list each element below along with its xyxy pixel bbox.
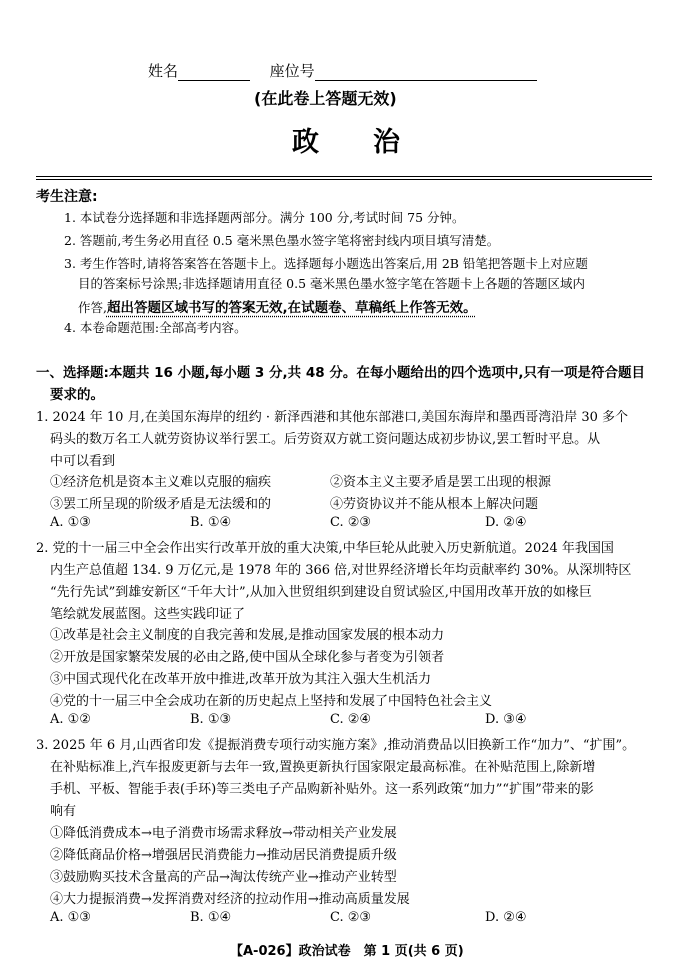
notice-title: 考生注意: <box>36 189 98 205</box>
statement: ③中国式现代化在改革开放中推进,改革开放为其注入强大生机活力 <box>50 672 432 687</box>
notice-item-cont <box>78 296 477 316</box>
seat-label: 座位号 <box>269 62 315 80</box>
statement: ④党的十一届三中全会成功在新的历史起点上坚持和发展了中国特色社会主义 <box>50 694 493 709</box>
statement: ①降低消费成本→电子消费市场需求释放→带动相关产业发展 <box>50 826 397 841</box>
top-rule <box>36 176 652 177</box>
notice-item: 1. 本试卷分选择题和非选择题两部分。满分 100 分,考试时间 75 分钟。 <box>64 210 465 225</box>
option-b: B. ①④ <box>190 910 232 925</box>
option-d: D. ③④ <box>485 712 527 727</box>
statement: ②降低商品价格→增强居民消费能力→推动居民消费提质升级 <box>50 848 397 863</box>
statement: ②资本主义主要矛盾是罢工出现的根源 <box>330 475 552 490</box>
name-blank[interactable] <box>178 66 250 81</box>
statement: ④劳资协议并不能从根本上解决问题 <box>330 497 539 512</box>
section-heading-cont: 要求的。 <box>50 387 104 403</box>
question-stem: 内生产总值超 134. 9 万亿元,是 1978 年的 366 倍,对世界经济增长年均贡献率约 30%。从深圳特区 <box>50 563 632 578</box>
name-label: 姓名 <box>148 62 179 80</box>
section-heading: 一、选择题:本题共 16 小题,每小题 3 分,共 48 分。在每小题给出的四个选项中,只有一项是符合题目 <box>36 365 645 381</box>
question-stem: 1. 2024 年 10 月,在美国东海岸的纽约 · 新泽西港和其他东部港口,美国东海岸和墨西哥湾沿岸 30 多个 <box>36 410 629 425</box>
notice-item: 2. 答题前,考生务必用直径 0.5 毫米黑色墨水签字笔将密封线内项目填写清楚。 <box>64 233 500 248</box>
statement: ④大力提振消费→发挥消费对经济的拉动作用→推动高质量发展 <box>50 892 410 907</box>
question-stem: 中可以看到 <box>50 454 116 469</box>
question-stem: “先行先试”到雄安新区“千年大计”,从加入世贸组织到建设自贸试验区,中国用改革开放的如椽巨 <box>50 585 592 600</box>
notice-item: 3. 考生作答时,请将答案答在答题卡上。选择题每小题选出答案后,用 2B 铅笔把答题卡上对应题 <box>64 256 588 271</box>
question-stem: 2. 党的十一届三中全会作出实行改革开放的重大决策,中华巨轮从此驶入历史新航道。2024 年我国国 <box>36 541 614 556</box>
candidate-info-row <box>148 60 537 81</box>
option-d: D. ②④ <box>485 910 527 925</box>
seat-blank[interactable] <box>315 66 537 81</box>
question-stem: 响有 <box>50 804 77 819</box>
invalid-note: (在此卷上答题无效) <box>254 89 397 108</box>
option-b: B. ①④ <box>190 515 232 530</box>
option-a: A. ①② <box>50 712 91 727</box>
option-d: D. ②④ <box>485 515 527 530</box>
question-stem: 在补贴标准上,汽车报废更新与去年一致,置换更新执行国家限定最高标准。在补贴范围上,除新增 <box>50 760 596 775</box>
question-stem: 手机、平板、智能手表(手环)等三类电子产品购新补贴外。这一系列政策“加力”“扩围”带来的影 <box>50 782 594 797</box>
statement: ①改革是社会主义制度的自我完善和发展,是推动国家发展的根本动力 <box>50 628 445 643</box>
option-a: A. ①③ <box>50 910 91 925</box>
notice-item: 4. 本卷命题范围:全部高考内容。 <box>64 320 247 335</box>
option-a: A. ①③ <box>50 515 91 530</box>
option-b: B. ①③ <box>190 712 232 727</box>
option-c: C. ②④ <box>330 712 372 727</box>
notice-emphasis: 超出答题区域书写的答案无效,在试题卷、草稿纸上作答无效。 <box>106 300 477 316</box>
subject-title: 政 治 <box>292 127 400 158</box>
question-stem: 3. 2025 年 6 月,山西省印发《提振消费专项行动实施方案》,推动消费品以旧换新工作“加力”、“扩围”。 <box>36 738 636 753</box>
statement: ②开放是国家繁荣发展的必由之路,使中国从全球化参与者变为引领者 <box>50 650 445 665</box>
statement: ③罢工所呈现的阶级矛盾是无法缓和的 <box>50 497 272 512</box>
statement: ①经济危机是资本主义难以克服的痼疾 <box>50 475 272 490</box>
option-c: C. ②③ <box>330 515 372 530</box>
question-stem: 码头的数万名工人就劳资协议举行罢工。后劳资双方就工资问题达成初步协议,罢工暂时平息。从 <box>50 432 601 447</box>
page-footer: 【A-026】政治试卷 第 1 页(共 6 页) <box>230 944 464 959</box>
top-rule-2 <box>36 179 652 180</box>
notice-item-cont: 目的答案标号涂黑;非选择题请用直径 0.5 毫米黑色墨水签字笔在答题卡上各题的答题区域内 <box>78 276 586 291</box>
option-c: C. ②③ <box>330 910 372 925</box>
question-stem: 笔绘就发展蓝图。这些实践印证了 <box>50 607 246 622</box>
statement: ③鼓励购买技术含量高的产品→淘汰传统产业→推动产业转型 <box>50 870 397 885</box>
notice-answer-prefix: 作答, <box>78 300 107 315</box>
